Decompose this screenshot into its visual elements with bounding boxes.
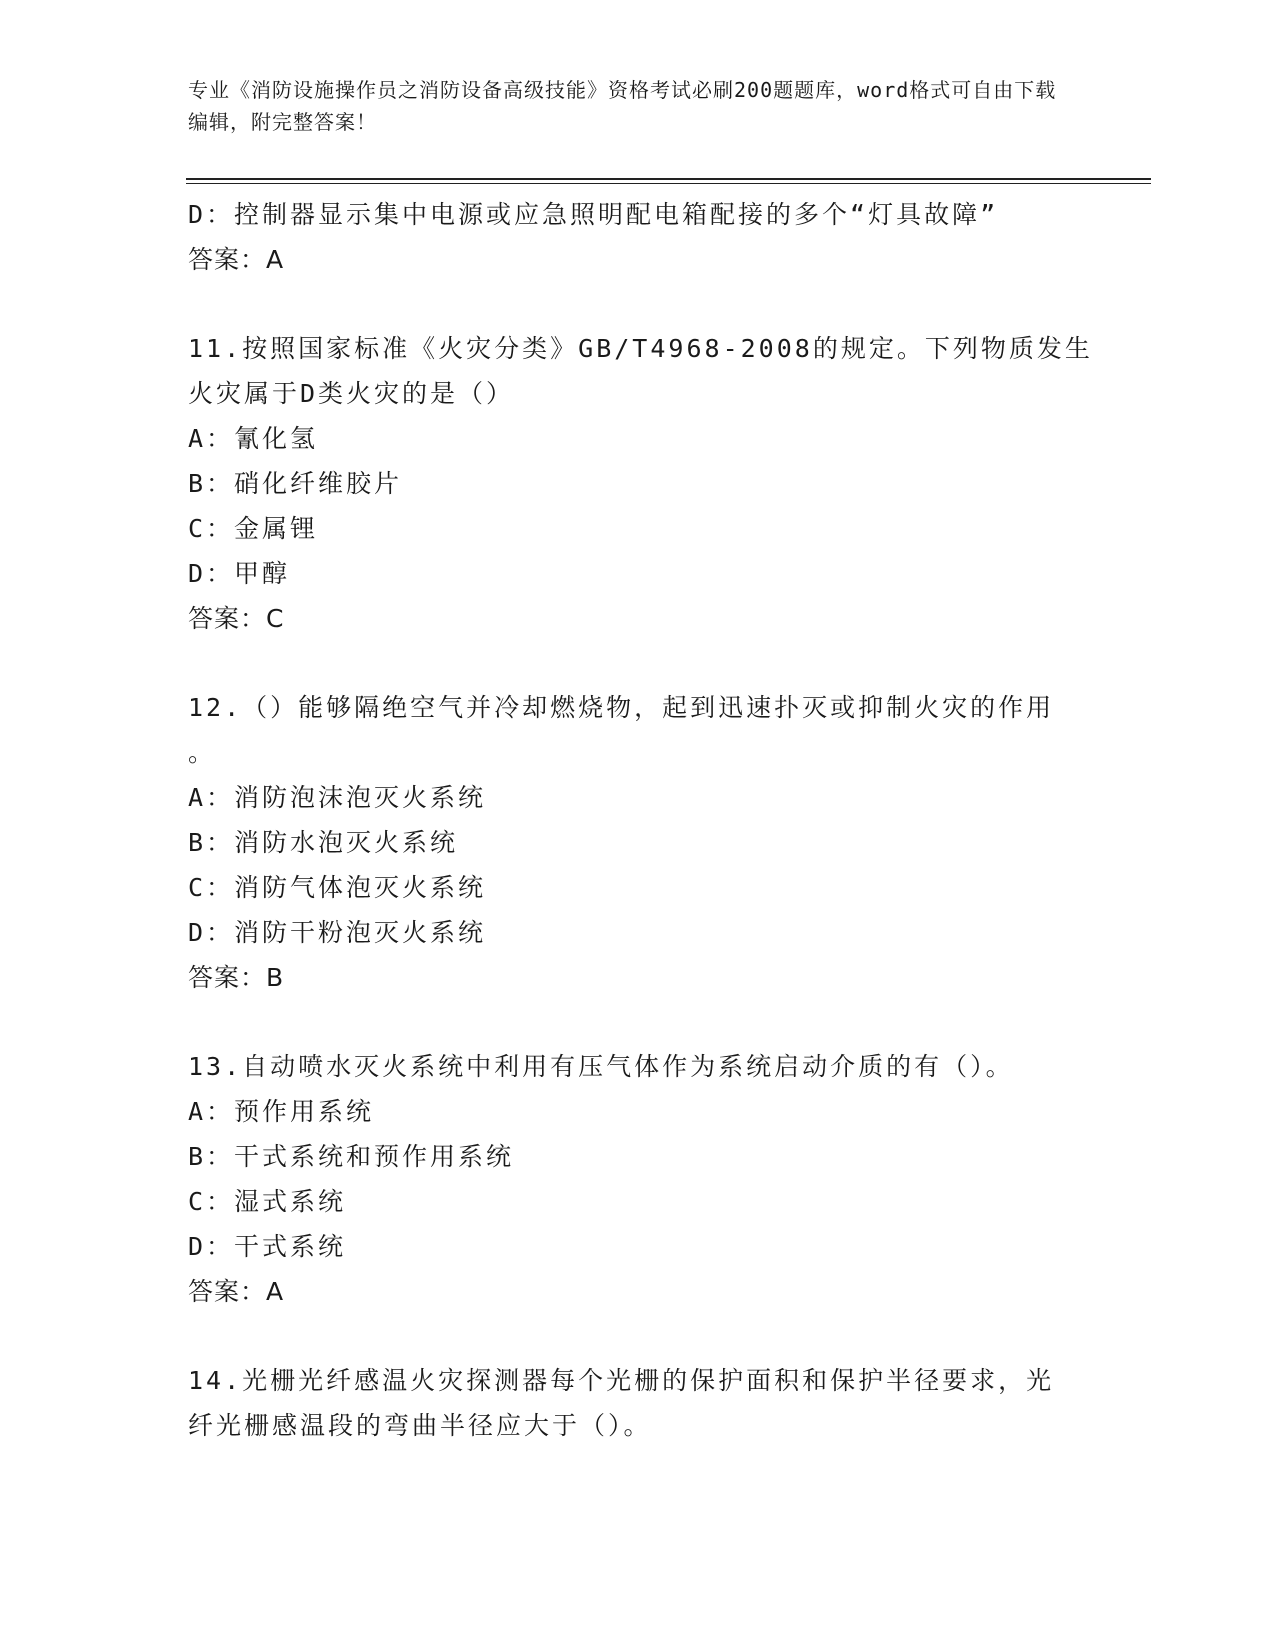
question-text: 12.（）能够隔绝空气并冷却燃烧物，起到迅速扑灭或抑制火灾的作用 bbox=[188, 693, 1055, 722]
previous-question-tail bbox=[188, 192, 1088, 282]
question-text: 13.自动喷水灭火系统中利用有压气体作为系统启动介质的有（）。 bbox=[188, 1052, 1014, 1081]
question-text-continued: 纤光栅感温段的弯曲半径应大于（）。 bbox=[188, 1411, 652, 1440]
option-c: C：金属锂 bbox=[188, 514, 319, 543]
question-text: 14.光栅光纤感温火灾探测器每个光栅的保护面积和保护半径要求，光 bbox=[188, 1366, 1055, 1395]
option-d: D：甲醇 bbox=[188, 559, 291, 588]
document-body bbox=[188, 192, 1093, 1448]
question-text: 11.按照国家标准《火灾分类》GB/T4968-2008的规定。下列物质发生 bbox=[188, 334, 1093, 363]
option-d: D：控制器显示集中电源或应急照明配电箱配接的多个“灯具故障” bbox=[188, 200, 999, 229]
option-b: B：硝化纤维胶片 bbox=[188, 469, 403, 498]
option-b: B：干式系统和预作用系统 bbox=[188, 1142, 515, 1171]
header-text: 专业《消防设施操作员之消防设备高级技能》资格考试必刷200题题库，word格式可自由下载编辑，附完整答案！ bbox=[188, 78, 1057, 134]
answer-line: 答案：A bbox=[188, 1277, 285, 1306]
option-a: A：预作用系统 bbox=[188, 1097, 375, 1126]
option-a: A：氰化氢 bbox=[188, 424, 319, 453]
question-13 bbox=[188, 1044, 1088, 1314]
header-divider bbox=[186, 178, 1151, 184]
option-b: B：消防水泡灭火系统 bbox=[188, 828, 459, 857]
question-14 bbox=[188, 1358, 1088, 1448]
option-d: D：干式系统 bbox=[188, 1232, 347, 1261]
question-text-continued: 。 bbox=[188, 738, 217, 767]
document-header bbox=[188, 74, 1068, 138]
answer-line: 答案：B bbox=[188, 963, 285, 992]
question-text-continued: 火灾属于D类火灾的是（） bbox=[188, 379, 515, 408]
question-12 bbox=[188, 685, 1088, 1000]
question-11 bbox=[188, 326, 1093, 641]
answer-line: 答案：A bbox=[188, 245, 285, 274]
option-c: C：湿式系统 bbox=[188, 1187, 347, 1216]
option-a: A：消防泡沫泡灭火系统 bbox=[188, 783, 487, 812]
option-c: C：消防气体泡灭火系统 bbox=[188, 873, 487, 902]
option-d: D：消防干粉泡灭火系统 bbox=[188, 918, 487, 947]
answer-line: 答案：C bbox=[188, 604, 285, 633]
